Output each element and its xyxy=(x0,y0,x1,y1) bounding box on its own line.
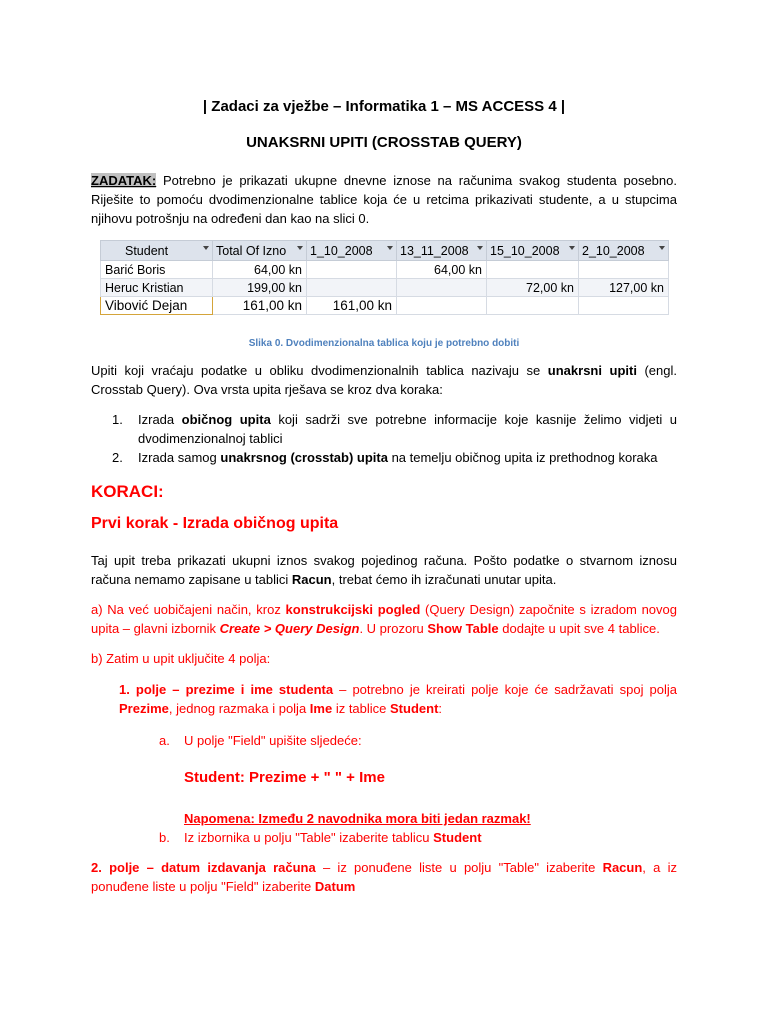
dropdown-arrow-icon[interactable] xyxy=(569,246,575,250)
step1-text-c: koji sadrži sve potrebne informacije koje kasnije želimo vidjeti u dvodimenzionalnoj tablici xyxy=(138,412,677,446)
table-cell[interactable] xyxy=(397,279,487,297)
table-cell[interactable]: 127,00 kn xyxy=(579,279,669,297)
table-cell[interactable]: 64,00 kn xyxy=(397,261,487,279)
note-text: Napomena: Između 2 navodnika mora biti jedan razmak! xyxy=(184,811,531,826)
step-number-2: 2. xyxy=(112,450,123,465)
field2-datum: Datum xyxy=(314,879,356,894)
formula-text: Student: Prezime + " " + Ime xyxy=(184,769,385,786)
dropdown-arrow-icon[interactable] xyxy=(477,246,483,250)
step2-text-c: na temelju običnog upita iz prethodnog koraka xyxy=(387,450,658,465)
intro-term: unakrsni upiti xyxy=(547,363,637,378)
table-cell[interactable] xyxy=(397,297,487,315)
column-header-label: Total Of Izno xyxy=(216,243,287,258)
instr-a-window: Show Table xyxy=(427,621,499,636)
table-cell[interactable]: 161,00 kn xyxy=(213,297,307,315)
table-row xyxy=(101,261,669,279)
instr-a-term: konstrukcijski pogled xyxy=(285,602,421,617)
step-number-1: 1. xyxy=(112,412,123,427)
field1-student: Student xyxy=(390,701,439,716)
instruction-b: b) Zatim u upit uključite 4 polja: xyxy=(91,651,271,666)
column-header-date[interactable] xyxy=(579,241,669,261)
field1-heading: 1. polje – prezime i ime studenta xyxy=(119,682,334,697)
intro-text-a: Upiti koji vraćaju podatke u obliku dvodimenzionalnih tablica nazivaju se xyxy=(91,363,548,378)
table-cell[interactable]: 64,00 kn xyxy=(213,261,307,279)
table-row xyxy=(101,279,669,297)
sub-b-student: Student xyxy=(433,830,482,845)
steps-heading: KORACI: xyxy=(91,482,164,501)
step2-text-a: Izrada samog xyxy=(138,450,221,465)
sub-a-text: U polje "Field" upišite sljedeće: xyxy=(184,733,362,748)
table-cell[interactable] xyxy=(307,279,397,297)
field2-heading: 2. polje – datum izdavanja računa xyxy=(91,860,316,875)
instr-a-menu-path: Create > Query Design xyxy=(219,621,360,636)
field2-text-d: , a iz ponuđene liste u polju "Field" izaberite xyxy=(91,860,677,894)
table-row xyxy=(101,297,669,315)
column-header-date[interactable] xyxy=(307,241,397,261)
column-header-label: 2_10_2008 xyxy=(582,243,645,258)
field1-ime: Ime xyxy=(309,701,333,716)
field-2-paragraph xyxy=(91,858,677,896)
intro-paragraph xyxy=(91,361,677,399)
dropdown-arrow-icon[interactable] xyxy=(203,246,209,250)
instr-a-text-a: a) Na već uobičajeni način, kroz xyxy=(91,602,286,617)
table-cell[interactable] xyxy=(307,261,397,279)
intro-text-c: (engl. Crosstab Query). Ova vrsta upita rješava se kroz dva koraka: xyxy=(91,363,677,397)
table-cell[interactable]: Heruc Kristian xyxy=(101,279,213,297)
field1-text-f: iz tablice xyxy=(332,701,391,716)
para1-text-c: , trebat ćemo ih izračunati unutar upita. xyxy=(331,572,557,587)
para1-text-a: Taj upit treba prikazati ukupni iznos svakog pojedinog računa. Pošto podatke o stvarnom iznosu računa nemamo zapisane u tablici xyxy=(91,553,677,587)
column-header-label: 15_10_2008 xyxy=(490,243,560,258)
column-header-date[interactable] xyxy=(487,241,579,261)
step-item-2 xyxy=(138,448,677,467)
crosstab-table xyxy=(100,240,669,315)
field1-text-d: , jednog razmaka i polja xyxy=(168,701,310,716)
dropdown-arrow-icon[interactable] xyxy=(387,246,393,250)
table-cell[interactable]: 161,00 kn xyxy=(307,297,397,315)
step1-term: običnog upita xyxy=(181,412,271,427)
figure-caption: Slika 0. Dvodimenzionalna tablica koju je potrebno dobiti xyxy=(248,338,520,349)
step1-text-a: Izrada xyxy=(138,412,182,427)
table-cell[interactable] xyxy=(487,297,579,315)
document-subtitle: UNAKSRNI UPITI (CROSSTAB QUERY) xyxy=(246,134,522,151)
step2-term: unakrsnog (crosstab) upita xyxy=(220,450,388,465)
field2-text-b: – iz ponuđene liste u polju "Table" izaberite xyxy=(315,860,603,875)
field2-racun: Racun xyxy=(602,860,643,875)
instruction-a xyxy=(91,600,677,638)
column-header-student[interactable] xyxy=(101,241,213,261)
table-cell[interactable] xyxy=(579,297,669,315)
task-paragraph xyxy=(91,171,677,228)
task-label: ZADATAK: xyxy=(91,173,157,188)
table-header-row xyxy=(101,241,669,261)
table-cell[interactable] xyxy=(487,261,579,279)
crosstab-table-image xyxy=(100,240,668,320)
dropdown-arrow-icon[interactable] xyxy=(659,246,665,250)
instr-a-text-e: . U prozoru xyxy=(359,621,428,636)
column-header-label: 13_11_2008 xyxy=(400,243,469,258)
sub-b-label: b. xyxy=(159,830,170,845)
sub-b-text xyxy=(184,828,677,847)
column-header-label: Student xyxy=(125,243,169,258)
dropdown-arrow-icon[interactable] xyxy=(297,246,303,250)
instr-a-text-g: dodajte u upit sve 4 tablice. xyxy=(498,621,660,636)
column-header-label: 1_10_2008 xyxy=(310,243,373,258)
table-cell[interactable]: Barić Boris xyxy=(101,261,213,279)
column-header-date[interactable] xyxy=(397,241,487,261)
table-cell[interactable] xyxy=(579,261,669,279)
step-item-1 xyxy=(138,410,677,448)
instr-a-text-c: (Query Design) započnite s izradom novog upita – glavni izbornik xyxy=(91,602,677,636)
sub-a-label: a. xyxy=(159,733,170,748)
task-text: Potrebno je prikazati ukupne dnevne iznose na računima svakog studenta posebno. Riješite to pomoću dvodimenzionalne tablice koja će u retcima prikazivati studente, a u stupcima njihovu potrošnju na određeni dan kao na slici 0. xyxy=(91,173,677,226)
table-cell[interactable]: 199,00 kn xyxy=(213,279,307,297)
field1-text-h: : xyxy=(438,701,443,716)
para1-term: Racun xyxy=(291,572,332,587)
field-1-paragraph xyxy=(119,680,677,718)
field1-prezime: Prezime xyxy=(119,701,169,716)
table-cell-selected[interactable]: Vibović Dejan xyxy=(101,297,213,315)
first-step-paragraph xyxy=(91,551,677,589)
document-title: | Zadaci za vježbe – Informatika 1 – MS ACCESS 4 | xyxy=(202,98,566,115)
table-cell[interactable]: 72,00 kn xyxy=(487,279,579,297)
column-header-total[interactable] xyxy=(213,241,307,261)
first-step-heading: Prvi korak - Izrada običnog upita xyxy=(91,515,339,532)
field1-text-b: – potrebno je kreirati polje koje će sadržavati spoj polja xyxy=(333,682,677,697)
sub-b-text-a: Iz izbornika u polju "Table" izaberite tablicu xyxy=(184,830,434,845)
